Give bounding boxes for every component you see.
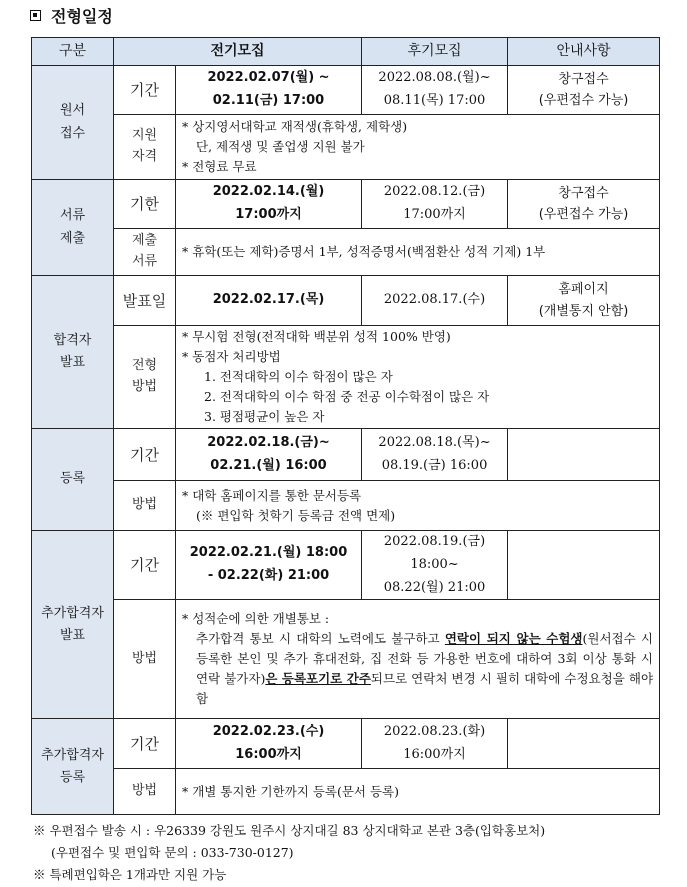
result-method-label: 전형 방법 xyxy=(114,326,176,429)
register-period-first: 2022.02.18.(금)~ 02.21.(월) 16:00 xyxy=(176,429,362,481)
result-method-notes: * 무시험 전형(전적대학 백분위 성적 100% 반영) * 동점자 처리방법 1. 전적대학의 이수 학점이 많은 자 2. 전적대학의 이수 학점 중 전공 이수학점이 많은 자 3. 평점평균이 높은 자 xyxy=(176,326,660,429)
extra-register-method-label: 방법 xyxy=(114,769,176,815)
docs-list-label: 제출 서류 xyxy=(114,229,176,276)
group-apply: 원서 접수 xyxy=(32,66,114,180)
result-date-second: 2022.08.17.(수) xyxy=(362,276,508,326)
extra-notice-period-guide xyxy=(508,531,660,600)
emphasis-unreachable: 연락이 되지 않는 수험생 xyxy=(444,631,583,647)
apply-qual-row xyxy=(32,115,660,180)
extra-notice-period-label: 기간 xyxy=(114,531,176,600)
extra-register-period-row xyxy=(32,719,660,769)
docs-deadline-second: 2022.08.12.(금) 17:00까지 xyxy=(362,180,508,229)
docs-deadline-label: 기한 xyxy=(114,180,176,229)
extra-register-method-notes: * 개별 통지한 기한까지 등록(문서 등록) xyxy=(176,769,660,815)
docs-list-row xyxy=(32,229,660,276)
group-docs: 서류 제출 xyxy=(32,180,114,276)
docs-deadline-row xyxy=(32,180,660,229)
result-date-row xyxy=(32,276,660,326)
footer-special-note: ※ 특례편입학은 1개과만 지원 가능 xyxy=(33,866,227,882)
schedule-table xyxy=(31,37,660,815)
group-extra-register: 추가합격자 등록 xyxy=(32,719,114,815)
result-date-guide: 홈페이지 (개별통지 안함) xyxy=(508,276,660,326)
group-register: 등록 xyxy=(32,429,114,531)
docs-list-notes: * 휴학(또는 제학)증명서 1부, 성적증명서(백점환산 성적 기제) 1부 xyxy=(176,229,660,276)
extra-notice-paragraph: 추가합격 통보 시 대학의 노력에도 불구하고 연락이 되지 않는 수험생(원서접수 시 등록한 본인 및 추가 휴대전화, 집 전화 등 가용한 번호에 대하여 3회 이상 통화 시 연락 불가자)은 등록포기로 간주되므로 연락처 변경 시 필히 대학에 수정요청을 해야 함 xyxy=(196,631,654,707)
apply-qual-label: 지원 자격 xyxy=(114,115,176,180)
result-date-label: 발표일 xyxy=(114,276,176,326)
apply-period-second: 2022.08.08.(월)~ 08.11(목) 17:00 xyxy=(362,66,508,115)
group-result: 합격자 발표 xyxy=(32,276,114,429)
apply-period-row xyxy=(32,66,660,115)
footer-notes xyxy=(33,820,545,886)
header-guide: 안내사항 xyxy=(508,38,660,66)
footer-mail-address: ※ 우편접수 발송 시 : 우26339 강원도 원주시 상지대길 83 상지대학교 본관 3층(입학홍보처) xyxy=(33,823,546,838)
extra-register-period-guide xyxy=(508,719,660,769)
checkbox-square-icon xyxy=(30,10,41,21)
docs-deadline-guide: 창구접수 (우편접수 가능) xyxy=(508,180,660,229)
extra-register-period-first: 2022.02.23.(수) 16:00까지 xyxy=(176,719,362,769)
apply-period-guide: 창구접수 (우편접수 가능) xyxy=(508,66,660,115)
extra-register-period-label: 기간 xyxy=(114,719,176,769)
header-row xyxy=(32,38,660,66)
apply-period-first: 2022.02.07(월) ~ 02.11(금) 17:00 xyxy=(176,66,362,115)
header-category: 구분 xyxy=(32,38,114,66)
apply-qual-notes: * 상지영서대학교 재적생(휴학생, 제학생) 단, 제적생 및 졸업생 지원 불가 * 전형료 무료 xyxy=(176,115,660,180)
apply-period-label: 기간 xyxy=(114,66,176,115)
group-extra-notice: 추가합격자 발표 xyxy=(32,531,114,719)
docs-deadline-first: 2022.02.14.(월) 17:00까지 xyxy=(176,180,362,229)
register-period-row xyxy=(32,429,660,481)
emphasis-forfeit: 은 등록포기로 간주 xyxy=(265,671,371,687)
header-first: 전기모집 xyxy=(114,38,362,66)
register-method-row xyxy=(32,481,660,531)
register-period-guide xyxy=(508,429,660,481)
extra-notice-period-row xyxy=(32,531,660,600)
header-second: 후기모집 xyxy=(362,38,508,66)
register-period-second: 2022.08.18.(목)~ 08.19.(금) 16:00 xyxy=(362,429,508,481)
register-method-notes: * 대학 홈페이지를 통한 문서등록 (※ 편입학 첫학기 등록금 전액 면제) xyxy=(176,481,660,531)
footer-contact: (우편접수 및 편입학 문의 : 033-730-0127) xyxy=(51,844,294,860)
extra-notice-method-label: 방법 xyxy=(114,600,176,719)
register-period-label: 기간 xyxy=(114,429,176,481)
extra-notice-method-notes: * 성적순에 의한 개별통보 : 추가합격 통보 시 대학의 노력에도 불구하고 연락이 되지 않는 수험생(원서접수 시 등록한 본인 및 추가 휴대전화, 집 전화 등 가용한 번호에 대하여 3회 이상 통화 시 연락 불가자)은 등록포기로 간주되므로 연락처 변경 시 필히 대학에 수정요청을 해야 함 xyxy=(176,600,660,719)
section-title xyxy=(30,2,113,28)
result-method-row xyxy=(32,326,660,429)
extra-notice-period-first: 2022.02.21.(월) 18:00 - 02.22(화) 21:00 xyxy=(176,531,362,600)
section-title-text: 전형일정 xyxy=(51,6,113,26)
extra-register-period-second: 2022.08.23.(화) 16:00까지 xyxy=(362,719,508,769)
extra-notice-period-second: 2022.08.19.(금) 18:00~ 08.22(월) 21:00 xyxy=(362,531,508,600)
register-method-label: 방법 xyxy=(114,481,176,531)
extra-register-method-row xyxy=(32,769,660,815)
extra-notice-method-row xyxy=(32,600,660,719)
result-date-first: 2022.02.17.(목) xyxy=(176,276,362,326)
